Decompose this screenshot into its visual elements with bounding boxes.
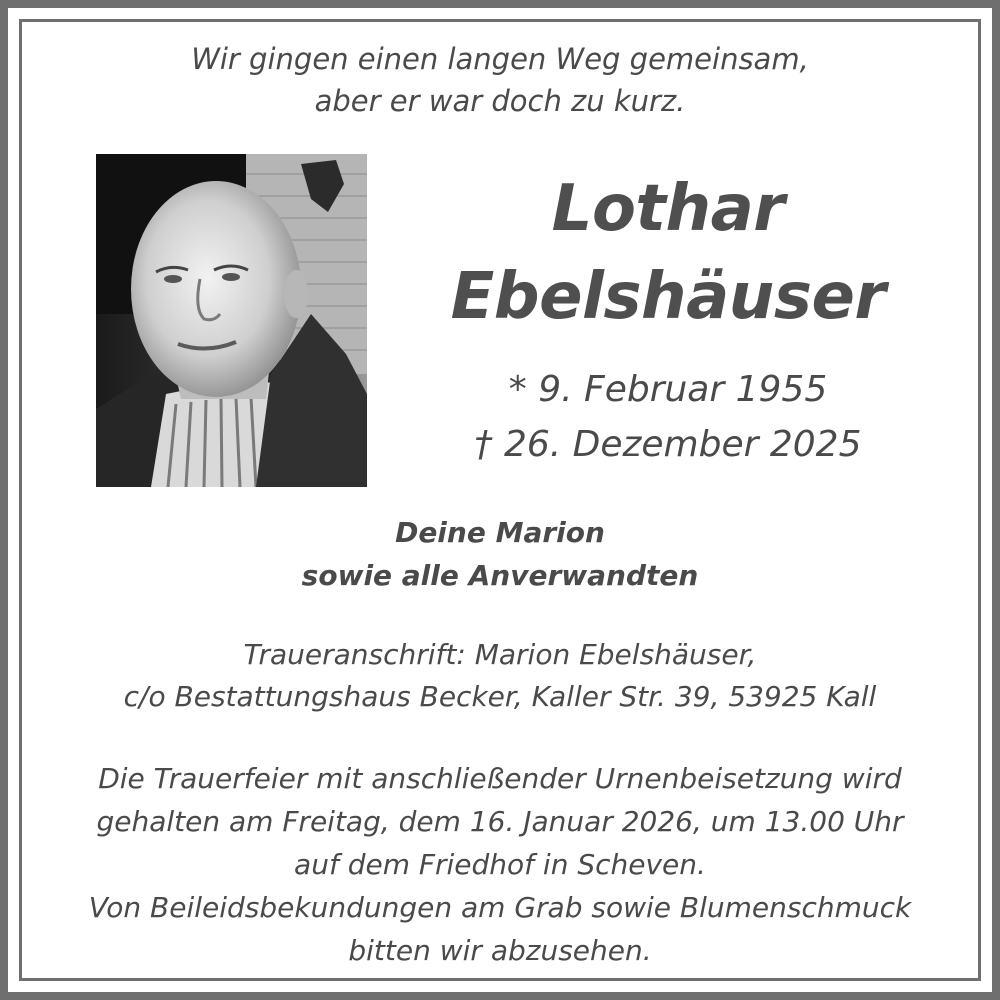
deceased-name <box>418 165 918 341</box>
ceremony-line: gehalten am Freitag, dem 16. Januar 2026, um 13.00 Uhr <box>96 805 904 838</box>
mourners <box>0 511 1000 597</box>
motto-line: aber er war doch zu kurz. <box>314 84 686 118</box>
ceremony-line: bitten wir abzusehen. <box>348 934 652 967</box>
ceremony-line: Die Trauerfeier mit anschließender Urnenbeisetzung wird <box>98 762 902 795</box>
ceremony-line: Von Beileidsbekundungen am Grab sowie Blumenschmuck <box>88 891 912 924</box>
motto <box>0 38 1000 122</box>
birth-date: * 9. Februar 1955 <box>508 369 828 410</box>
portrait-photo <box>96 154 367 487</box>
last-name: Ebelshäuser <box>450 260 886 334</box>
ceremony-notice <box>0 757 1000 972</box>
ceremony-line: auf dem Friedhof in Scheven. <box>294 848 706 881</box>
mourner-line: sowie alle Anverwandten <box>301 559 699 592</box>
mourner-line: Deine Marion <box>395 516 605 549</box>
address-line: Traueranschrift: Marion Ebelshäuser, <box>243 638 757 671</box>
first-name: Lothar <box>551 172 785 246</box>
mourning-address <box>0 634 1000 718</box>
motto-line: Wir gingen einen langen Weg gemeinsam, <box>191 42 809 76</box>
address-line: c/o Bestattungshaus Becker, Kaller Str. 39, 53925 Kall <box>123 680 877 713</box>
life-dates <box>418 362 918 472</box>
death-date: † 26. Dezember 2025 <box>474 424 862 465</box>
